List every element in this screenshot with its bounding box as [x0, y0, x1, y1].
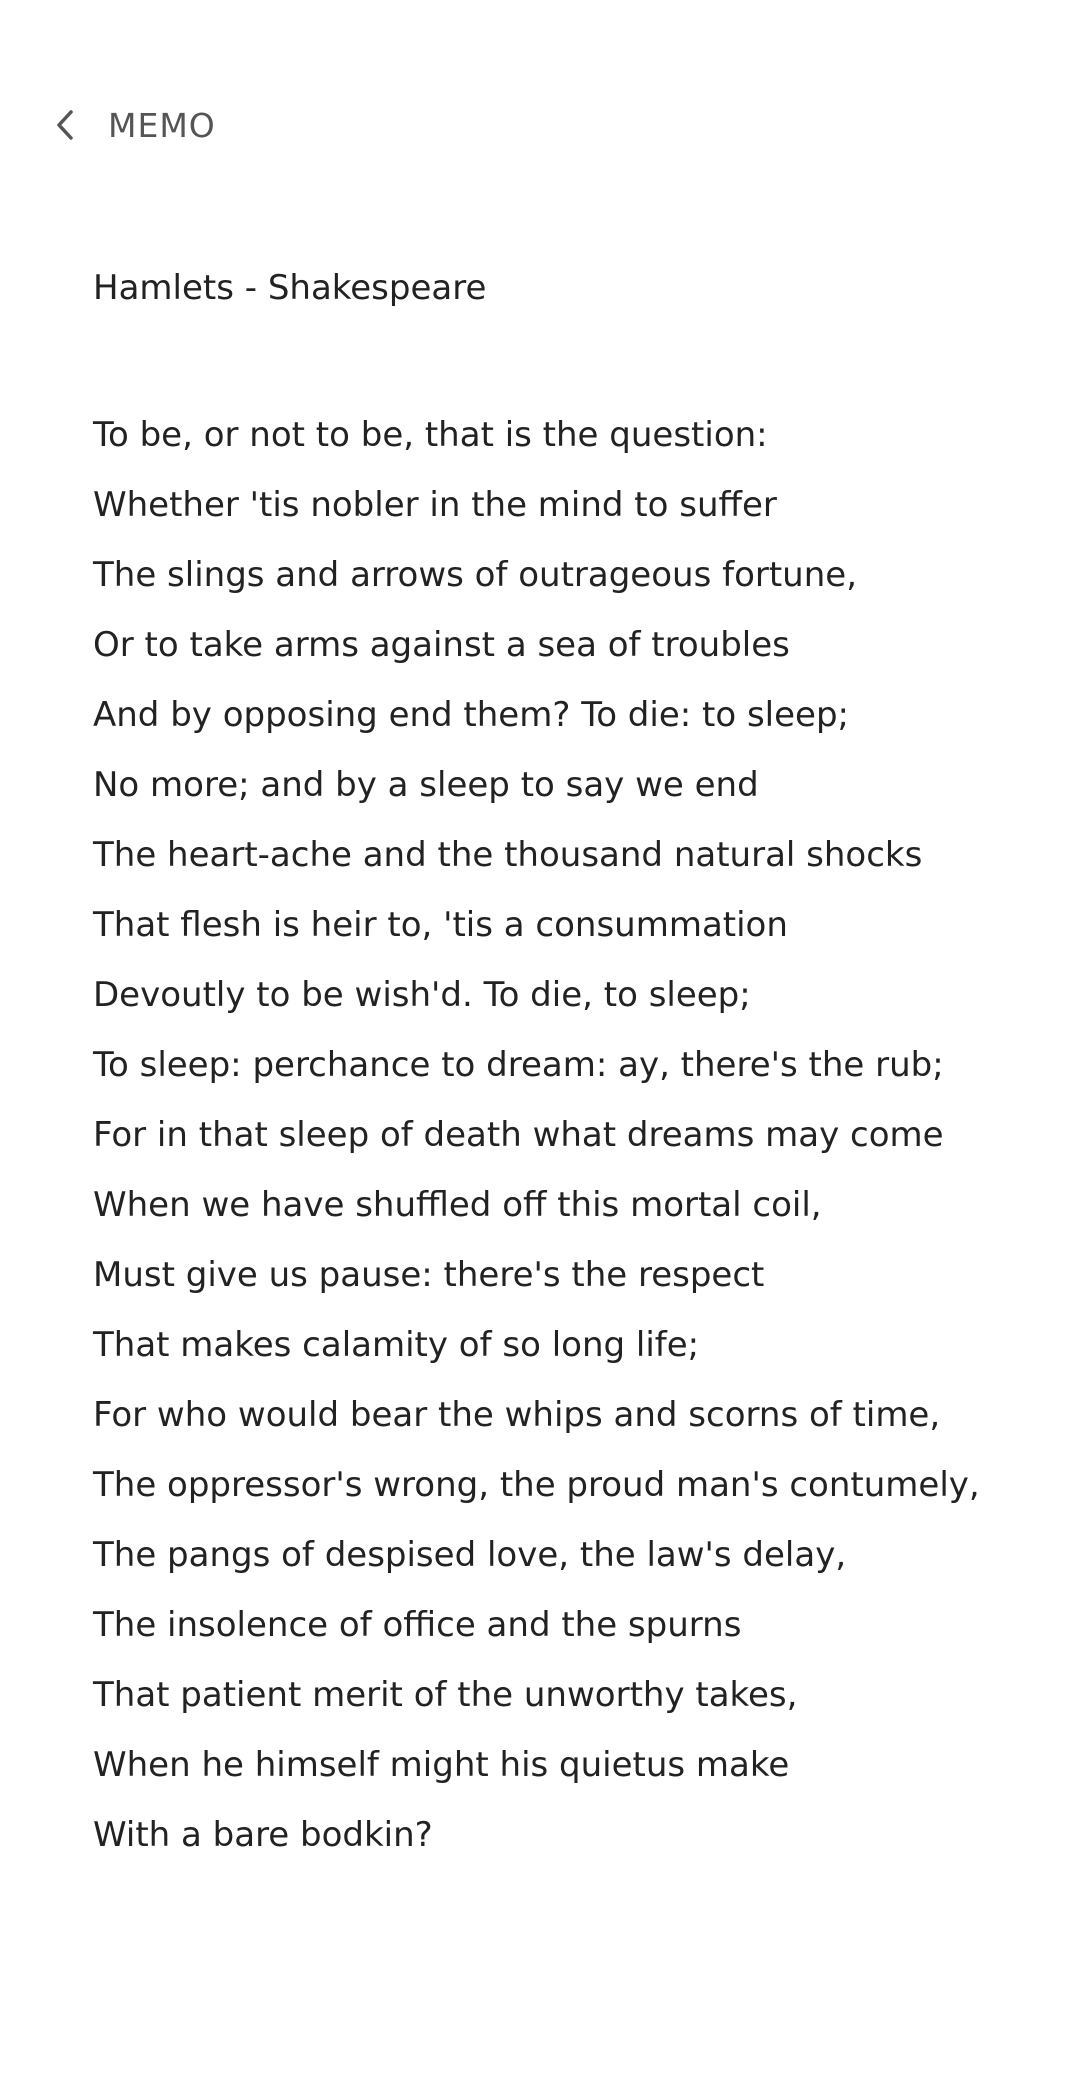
memo-title: Hamlets - Shakespeare — [93, 268, 487, 308]
memo-body — [93, 400, 1033, 1870]
memo-line: That makes calamity of so long life; — [93, 1325, 700, 1365]
memo-line: With a bare bodkin? — [93, 1815, 433, 1855]
back-button[interactable] — [0, 90, 232, 160]
app-header — [0, 90, 1080, 160]
memo-line: When we have shuffled off this mortal coil, — [93, 1185, 822, 1225]
memo-line: Devoutly to be wish'd. To die, to sleep; — [93, 975, 751, 1015]
memo-content[interactable] — [93, 262, 1033, 1870]
memo-line: The insolence of office and the spurns — [93, 1605, 742, 1645]
memo-line: When he himself might his quietus make — [93, 1745, 790, 1785]
memo-line: Whether 'tis nobler in the mind to suffer — [93, 485, 777, 525]
memo-line: The oppressor's wrong, the proud man's contumely, — [93, 1465, 980, 1505]
chevron-left-icon — [52, 105, 78, 145]
memo-line: For who would bear the whips and scorns of time, — [93, 1395, 941, 1435]
memo-line: The slings and arrows of outrageous fortune, — [93, 555, 858, 595]
memo-line: Must give us pause: there's the respect — [93, 1255, 765, 1295]
memo-line: To sleep: perchance to dream: ay, there's the rub; — [93, 1045, 944, 1085]
memo-line: For in that sleep of death what dreams may come — [93, 1115, 944, 1155]
memo-line: That patient merit of the unworthy takes, — [93, 1675, 798, 1715]
memo-line: And by opposing end them? To die: to sleep; — [93, 695, 849, 735]
memo-line: To be, or not to be, that is the question: — [93, 415, 768, 455]
memo-line: No more; and by a sleep to say we end — [93, 765, 759, 805]
memo-line: The pangs of despised love, the law's delay, — [93, 1535, 847, 1575]
header-title: MEMO — [108, 105, 216, 145]
memo-line: That flesh is heir to, 'tis a consummation — [93, 905, 788, 945]
memo-line: Or to take arms against a sea of troubles — [93, 625, 790, 665]
memo-line: The heart-ache and the thousand natural shocks — [93, 835, 923, 875]
